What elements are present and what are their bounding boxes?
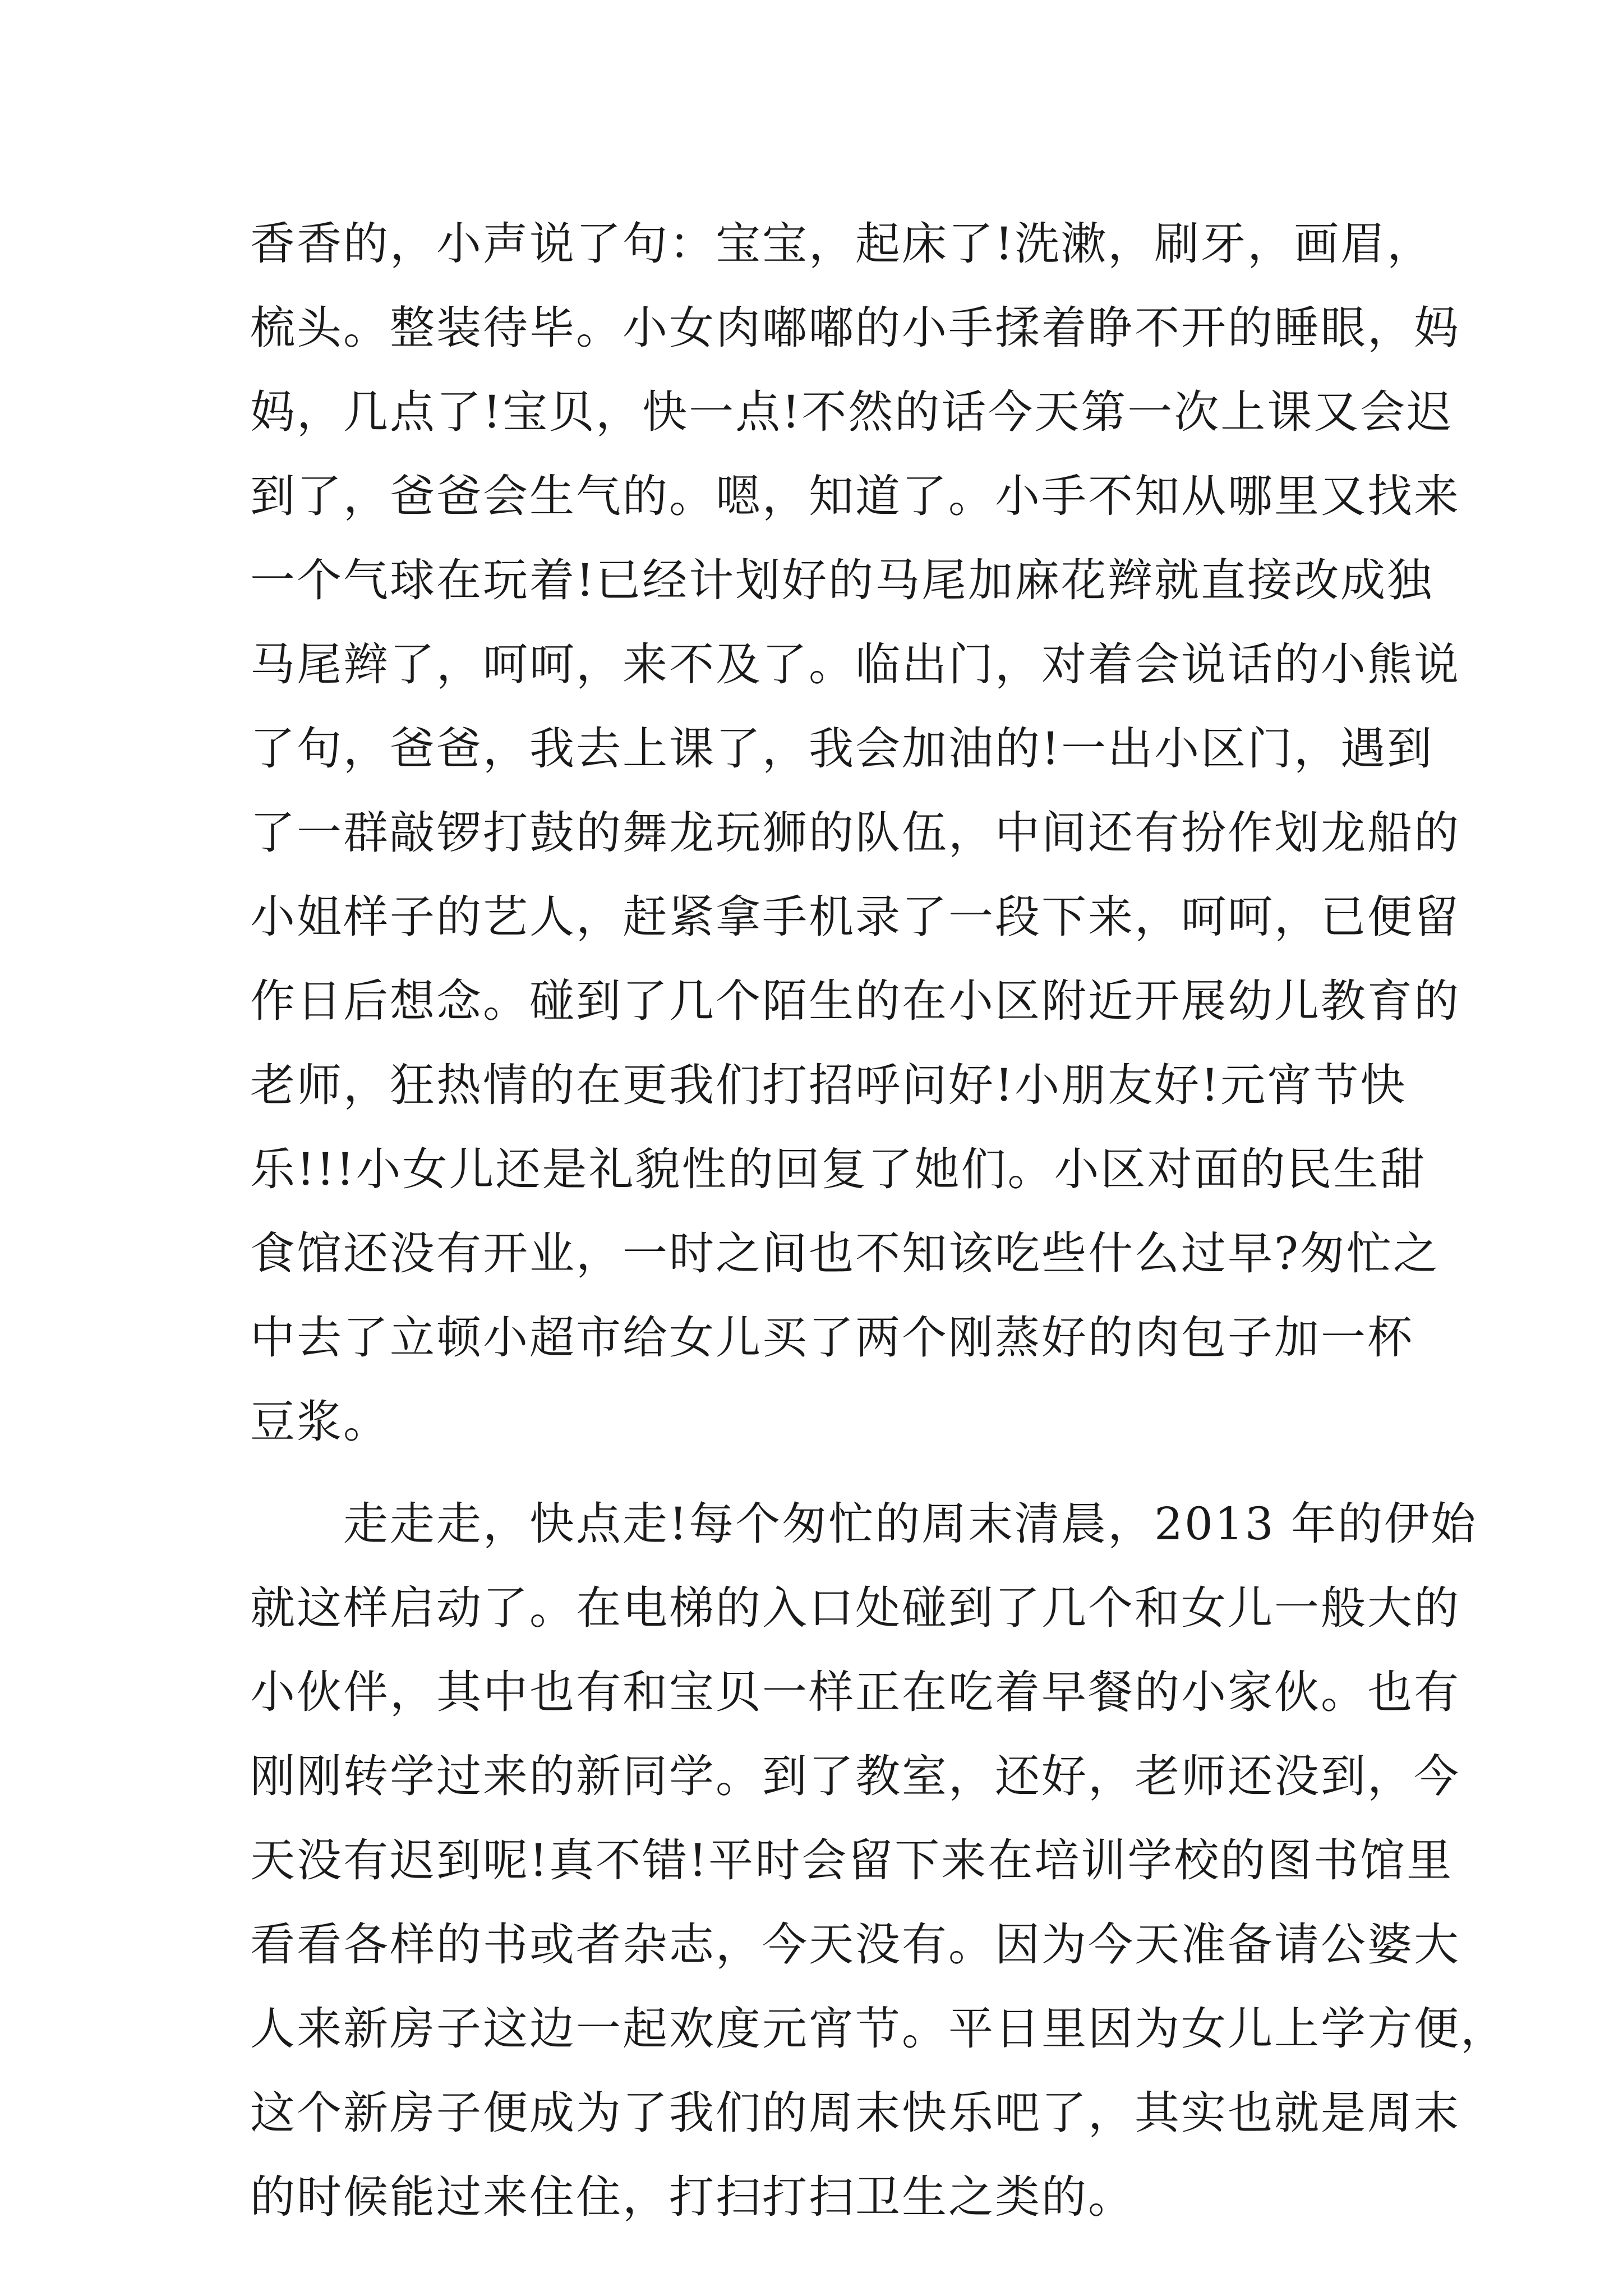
text-line: 天没有迟到呢!真不错!平时会留下来在培训学校的图书馆里 bbox=[250, 1834, 1454, 1887]
paragraph bbox=[250, 202, 1460, 1464]
paragraph-gap bbox=[250, 1464, 1383, 1482]
body-text bbox=[250, 202, 1507, 2239]
text-line: 小姐样子的艺人，赶紧拿手机录了一段下来，呵呵，已便留 bbox=[250, 891, 1460, 943]
text-line: 一个气球在玩着!已经计划好的马尾加麻花辫就直接改成独 bbox=[250, 554, 1434, 606]
text-line: 乐!!!小女儿还是礼貌性的回复了她们。小区对面的民生甜 bbox=[250, 1143, 1427, 1195]
text-line: 小伙伴，其中也有和宝贝一样正在吃着早餐的小家伙。也有 bbox=[250, 1666, 1460, 1718]
text-line: 了句，爸爸，我去上课了，我会加油的!一出小区门，遇到 bbox=[250, 723, 1434, 775]
text-line: 到了，爸爸会生气的。嗯，知道了。小手不知从哪里又找来 bbox=[250, 470, 1460, 522]
text-line: 的时候能过来住住，打扫打扫卫生之类的。 bbox=[250, 2171, 1135, 2223]
text-line: 走走走，快点走!每个匆忙的周末清晨，2013 年的伊始 bbox=[250, 1498, 1478, 1550]
text-line: 中去了立顿小超市给女儿买了两个刚蒸好的肉包子加一杯 bbox=[250, 1312, 1414, 1364]
text-line: 老师，狂热情的在更我们打招呼问好!小朋友好!元宵节快 bbox=[250, 1059, 1407, 1111]
text-line: 梳头。整装待毕。小女肉嘟嘟的小手揉着睁不开的睡眼，妈 bbox=[250, 302, 1460, 354]
text-line: 食馆还没有开业，一时之间也不知该吃些什么过早?匆忙之 bbox=[250, 1227, 1440, 1280]
text-line: 作日后想念。碰到了几个陌生的在小区附近开展幼儿教育的 bbox=[250, 975, 1460, 1027]
text-line: 看看各样的书或者杂志，今天没有。因为今天准备请公婆大 bbox=[250, 1918, 1460, 1971]
text-line: 妈，几点了!宝贝，快一点!不然的话今天第一次上课又会迟 bbox=[250, 386, 1454, 438]
text-line: 了一群敲锣打鼓的舞龙玩狮的队伍，中间还有扮作划龙船的 bbox=[250, 807, 1460, 859]
text-line: 人来新房子这边一起欢度元宵节。平日里因为女儿上学方便， bbox=[250, 2003, 1507, 2055]
text-line: 就这样启动了。在电梯的入口处碰到了几个和女儿一般大的 bbox=[250, 1582, 1460, 1634]
text-line: 香香的，小声说了句：宝宝，起床了!洗漱，刷牙，画眉， bbox=[250, 218, 1434, 270]
text-line: 马尾辫了，呵呵，来不及了。临出门，对着会说话的小熊说 bbox=[250, 638, 1460, 691]
text-line: 刚刚转学过来的新同学。到了教室，还好，老师还没到，今 bbox=[250, 1750, 1460, 1802]
paragraph bbox=[250, 1482, 1507, 2239]
text-line: 这个新房子便成为了我们的周末快乐吧了，其实也就是周末 bbox=[250, 2087, 1460, 2139]
text-line: 豆浆。 bbox=[250, 1396, 390, 1448]
